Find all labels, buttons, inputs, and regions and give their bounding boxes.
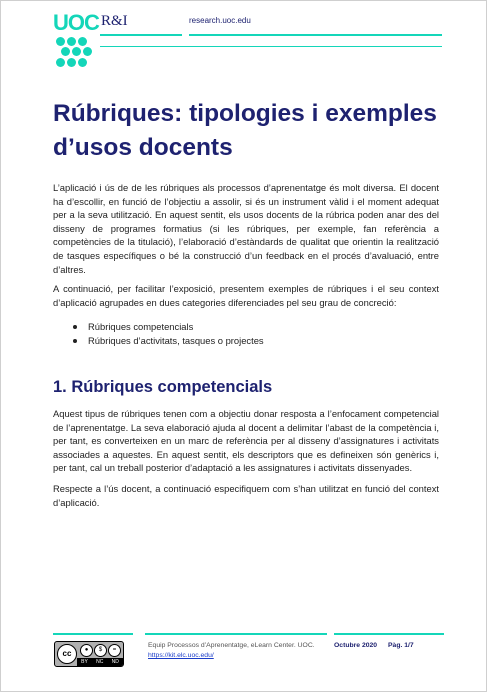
noderivatives-icon: =: [108, 644, 121, 657]
cc-icon: cc: [57, 644, 77, 664]
list-item: Rúbriques d’activitats, tasques o projectes: [53, 334, 433, 348]
logo-dot: [61, 47, 70, 56]
logo-dot: [67, 37, 76, 46]
section-label: R&I: [101, 13, 128, 29]
footer-team: Equip Processos d’Aprenentatge, eLearn Center. UOC.: [148, 642, 315, 649]
header-divider: [100, 46, 442, 47]
logo-dot: [78, 58, 87, 67]
page-number: Pàg. 1/7: [388, 642, 414, 649]
creative-commons-badge: [54, 641, 124, 667]
header-divider: [189, 34, 442, 36]
noncommercial-icon: $: [94, 644, 107, 657]
site-url[interactable]: research.uoc.edu: [189, 16, 251, 25]
footer-link[interactable]: https://kit.elc.uoc.edu/: [148, 652, 214, 659]
logo-dot: [67, 58, 76, 67]
footer-divider: [145, 633, 327, 635]
license-band: [77, 658, 123, 666]
section-paragraph: Respecte a l’ús docent, a continuació especifiquem com s’han utilitzat en funció del context d’aplicació.: [53, 483, 439, 508]
logo-dot: [78, 37, 87, 46]
logo-dot: [56, 58, 65, 67]
header-divider: [100, 34, 182, 36]
license-nd: ND: [111, 659, 119, 665]
license-nc: NC: [96, 659, 104, 665]
footer-date: Octubre 2020: [334, 642, 378, 649]
attribution-icon: ●: [80, 644, 93, 657]
logo-dot: [56, 37, 65, 46]
uoc-logo: [53, 10, 99, 81]
footer-divider: [53, 633, 133, 635]
uoc-logo-text: UOC: [53, 10, 99, 35]
license-by: BY: [81, 659, 88, 665]
footer-divider: [334, 633, 444, 635]
intro-paragraph: L’aplicació i ús de de les rúbriques als processos d’aprenentatge és molt diversa. El docent ha d’escollir, en funció de l’objectiu a assolir, si és un instrument vàlid i el moment adequat per a la seva utilització. En aquest sentit, els usos docents de la rúbrica poden anar des del disseny de programes formatius (si les rúbriques, per exemple, fan referència a competències de la titulació), l’elaboració d’estàndards de qualitat que orientin la realització de tasques específiques o bé la construcció d’un feedback en el procés d’avaluació, entre d’altres.: [53, 182, 439, 275]
logo-dot: [72, 47, 81, 56]
list-item: Rúbriques competencials: [53, 320, 433, 334]
category-list: [53, 320, 433, 347]
logo-dot: [83, 47, 92, 56]
page-title: Rúbriques: tipologies i exemples d’usos docents: [53, 100, 437, 161]
section-paragraph: Aquest tipus de rúbriques tenen com a objectiu donar resposta a l’enfocament competencial de l’aprenentatge. La seva elaboració ajuda al docent a delimitar l’abast de la competència i, per tant, es converteixen en un marc de referència per al disseny d’assignatures i activitats associades a aquestes. En aquest sentit, els descriptors que es defineixen són genèrics i, per tant, cal un treball posterior d’adaptació a les assignatures i activitats dissenyades.: [53, 408, 439, 474]
section-heading: 1. Rúbriques competencials: [53, 378, 273, 396]
intro-paragraph: A continuació, per facilitar l’exposició, presentem exemples de rúbriques i el seu context d’aplicació agrupades en dues categories diferenciades pel seu grau de concreció:: [53, 283, 439, 308]
